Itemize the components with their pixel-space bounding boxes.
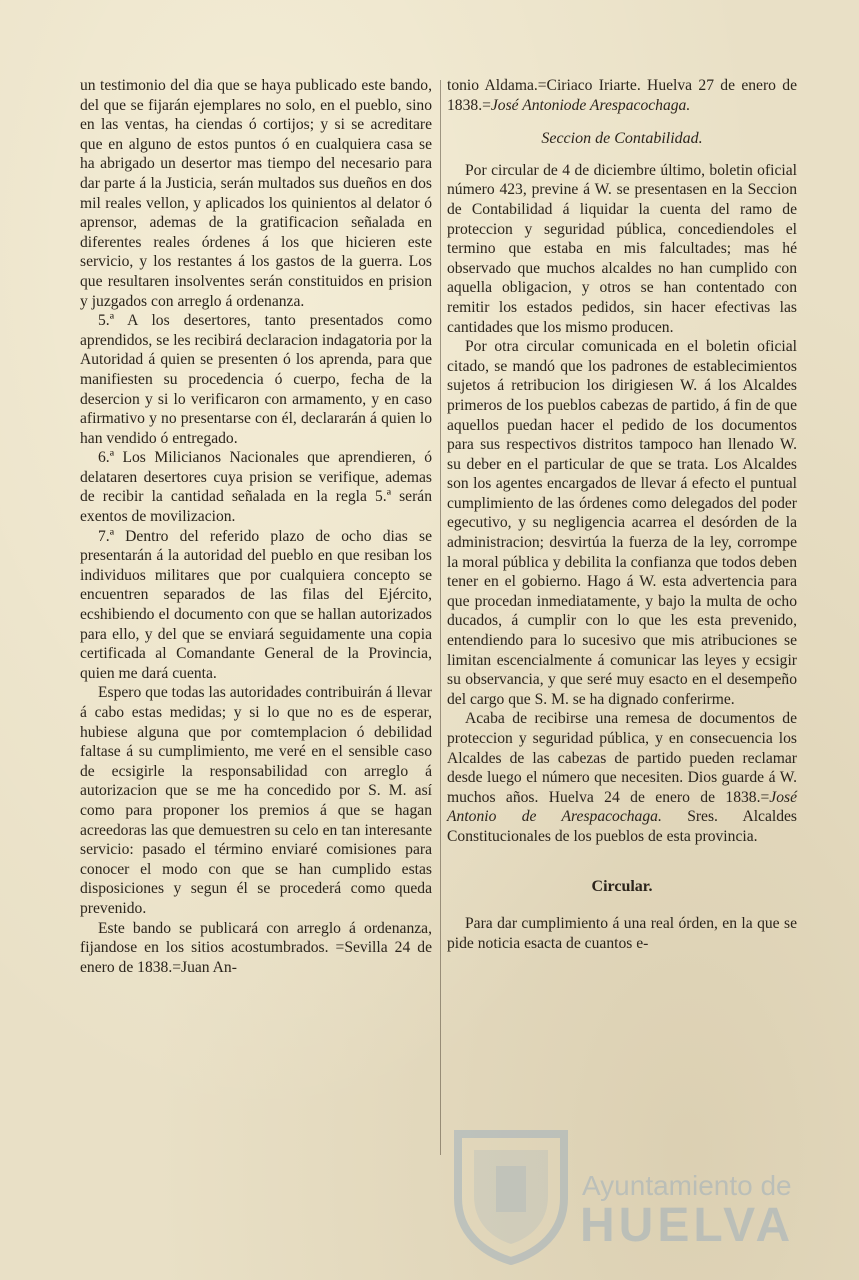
right-paragraph-1-text: tonio Aldama.=Ciriaco Iriarte. Huelva 27 de enero de 1838.=	[447, 77, 797, 114]
watermark-line-1: Ayuntamiento de	[582, 1170, 792, 1201]
right-paragraph-4	[447, 709, 797, 846]
section-heading-circular: Circular.	[591, 877, 653, 895]
left-paragraph-1: un testimonio del dia que se haya publicado este bando, del que se fijarán ejemplares no solo, en el pueblo, sino en las ventas, ha ciendas ó cortijos; y si se acreditare que en alguno de estos puntos ó en cualquiera casa se ha abrigado un desertor mas tiempo del necesario para dar parte á la Justicia, serán multados sus dueños en dos mil reales vellon, y aplicados los quinientos al delator ó aprensor, ademas de la gratificacion señalada en diferentes reales órdenes á los que hicieren este servicio, y los restantes á los gastos de la guerra. Los que resultaren insolventes serán constituidos en prision y juzgados con arreglo á ordenanza.	[80, 77, 432, 310]
signature-arespacochaga-2: José Antonio de Arespacochaga.	[447, 788, 797, 826]
watermark-logo	[452, 1090, 795, 1265]
section-heading-contabilidad: Seccion de Contabilidad.	[541, 130, 703, 148]
left-paragraph-closing: Espero que todas las autoridades contribuirán á llevar á cabo estas medidas; y si lo que no es de esperar, hubiese alguna que por comtemplacion ó debilidad faltase á su cumplimiento, me veré en el sensible caso de ecsigirle la responsabilidad con arreglo á autorizacion que se me ha concedido por S. M. así como para proponer los premios á que se hagan acreedoras las que demuestren su celo en tan interesante servicio: pasado el término enviaré comisiones para conocer el modo con que se han cumplido estas disposiciones y segun él se procederá como queda prevenido.	[80, 684, 432, 917]
right-paragraph-1	[447, 76, 797, 115]
left-paragraph-rule-6: 6.ª Los Milicianos Nacionales que aprendieren, ó delataren desertores cuya prision se verifique, ademas de recibir la cantidad señalada en la regla 5.ª serán exentos de movilizacion.	[80, 449, 432, 526]
left-paragraph-rule-5: 5.ª A los desertores, tanto presentados como aprendidos, se les recibirá declaracion indagatoria por la Autoridad á quien se presenten ó los aprenda, para que manifiesten su procedencia ó cuerpo, fecha de la desercion y si lo verificaron con armamento, y en caso afirmativo y no presentarse con él, declararán á quien lo han vendido ó entregado.	[80, 312, 432, 447]
right-paragraph-2: Por circular de 4 de diciembre último, boletin oficial número 423, previne á W. se presentasen en la Seccion de Contabilidad á liquidar la cuenta del ramo de proteccion y seguridad pública, concediendoles el termino que estaba en mis falcultades; mas hé observado que muchos alcaldes no han cumplido con aquella obligacion, y otros se han contentado con remitir los estados pedidos, sin hacer efectivas las cantidades que los mismo producen.	[447, 161, 797, 336]
watermark-line-2: HUELVA	[580, 1199, 795, 1252]
shield-icon	[452, 1128, 570, 1265]
right-column	[447, 76, 797, 953]
left-column	[80, 76, 432, 977]
right-paragraph-4-tail: Sres. Alcaldes Constitucionales de los pueblos de esta provincia.	[447, 808, 797, 845]
left-paragraph-publication: Este bando se publicará con arreglo á ordenanza, fijandose en los sitios acostumbrados. =Sevilla 24 de enero de 1838.=Juan An-	[80, 919, 432, 976]
right-paragraph-4-text: Acaba de recibirse una remesa de documentos de proteccion y seguridad pública, y en consecuencia los Alcaldes de las cabezas de partido pueden reclamar desde luego el número que necesiten. Dios guarde á W. muchos años. Huelva 24 de enero de 1838.=	[447, 710, 797, 806]
left-paragraph-rule-7: 7.ª Dentro del referido plazo de ocho dias se presentarán á la autoridad del pueblo en que resiban los individuos militares que por cualquiera concepto se encuentren separados de las filas del Ejército, ecshibiendo el documento con que se hallan autorizados para ello, y del que se enviará seguidamente una copia certificada al Comandante General de la Provincia, quien me dará cuenta.	[80, 527, 432, 682]
column-divider	[440, 80, 441, 1155]
right-paragraph-3: Por otra circular comunicada en el boletin oficial citado, se mandó que los padrones de establecimientos sujetos á retribucion los dirigiesen W. á los Alcaldes primeros de los pueblos cabezas de partido, á fin de que aquellos puedan hacer el pedido de los documentos para sus respectivos distritos tampoco han llenado W. su deber en el particular de que se trata. Los Alcaldes son los agentes encargados de llevar á efecto el puntual cumplimiento de las órdenes como delegados del poder egecutivo, y su negligencia acarrea el desórden de la administracion; desvirtúa la fuerza de la ley, corrompe la moral pública y debilita la confianza que todos deben tener en el gobierno. Hago á W. esta advertencia para que procedan inmediatamente, y bajo la multa de ocho ducados, á cumplir con lo que les esta prevenido, entendiendo para lo sucesivo que mis atribuciones se limitan escencialmente á comunicar las leyes y ecsigir su observancia, y que seré muy esacto en el desempeño del cargo que S. M. se ha dignado conferirme.	[447, 338, 797, 708]
signature-arespacochaga-1: José Antoniode Arespacochaga.	[490, 96, 691, 114]
right-paragraph-5: Para dar cumplimiento á una real órden, en la que se pide noticia esacta de cuantos e-	[447, 915, 797, 952]
